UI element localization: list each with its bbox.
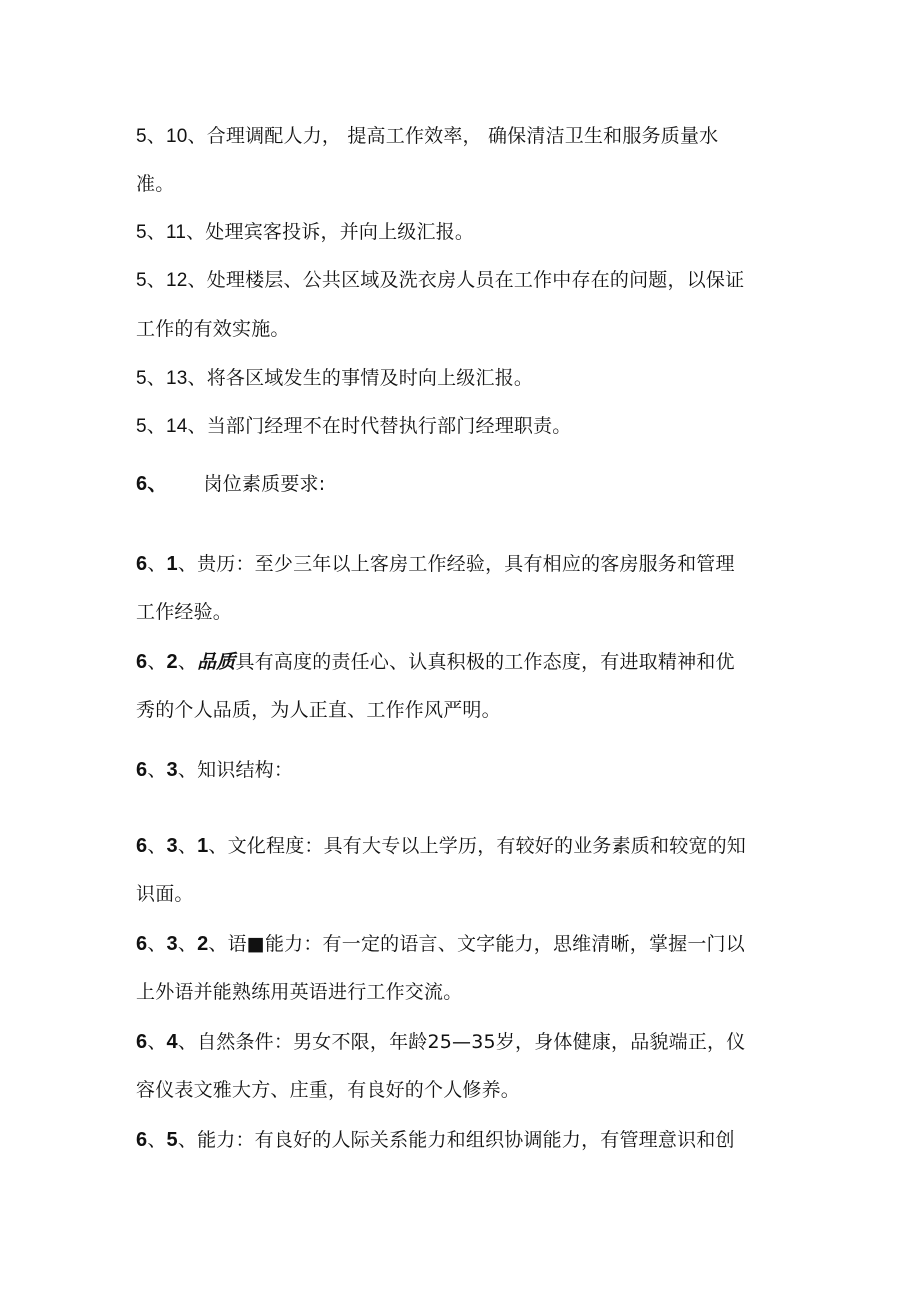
item-number-part: 6	[136, 553, 148, 575]
item-number-part: 6	[136, 933, 148, 955]
item-text: 识面。	[136, 883, 194, 905]
separator: 、	[208, 835, 228, 857]
item-text: 容仪表文雅大方、庄重，有良好的个人修养。	[136, 1079, 521, 1101]
separator: 、	[177, 1031, 198, 1053]
item-number-part: 1	[166, 553, 178, 575]
item-5-10-line-1	[136, 124, 796, 149]
item-number-part: 6	[136, 1031, 148, 1053]
item-6-1-line-1	[136, 552, 796, 576]
separator: 、	[208, 933, 228, 955]
item-text: 自然条件：男女不限，年龄25—35岁，身体健康，品貌端正，仪	[197, 1031, 746, 1053]
item-number-part: 2	[197, 933, 209, 955]
item-label: 品质	[197, 651, 236, 673]
item-6-2-line-2	[136, 698, 796, 722]
section-title: 岗位素质要求:	[203, 473, 326, 495]
separator: 、	[147, 651, 167, 673]
item-text: 处理楼层、公共区域及洗衣房人员在工作中存在的问题，以保证	[206, 269, 745, 291]
item-number-part: 6	[136, 759, 148, 781]
item-6-2-line-1	[136, 650, 796, 674]
item-number: 5、11、	[136, 222, 206, 243]
item-number-part: 6	[136, 651, 148, 673]
item-number-part: 3	[166, 835, 178, 857]
item-number-part: 4	[166, 1031, 178, 1053]
item-5-13	[136, 366, 796, 391]
item-5-12-line-1	[136, 268, 796, 293]
separator: 、	[177, 553, 198, 575]
item-6-1-line-2	[136, 600, 796, 624]
item-text: 知识结构：	[197, 759, 294, 781]
section-6-heading	[136, 472, 796, 496]
item-text: 处理宾客投诉，并向上级汇报。	[205, 221, 475, 243]
item-5-11	[136, 220, 796, 245]
section-number: 6、	[136, 473, 168, 495]
item-text: 贵历：至少三年以上客房工作经验，具有相应的客房服务和管理	[197, 553, 735, 575]
separator: 、	[177, 759, 198, 781]
item-text: 将各区域发生的事情及时向上级汇报。	[206, 367, 534, 389]
item-number-part: 6	[136, 1129, 148, 1151]
item-text: 语■能力：有一定的语言、文字能力，思维清晰，掌握一门以	[227, 933, 745, 955]
item-text: 文化程度：具有大专以上学历，有较好的业务素质和较宽的知	[227, 835, 746, 857]
separator: 、	[177, 651, 198, 673]
item-number-part: 6	[136, 835, 148, 857]
item-6-3-1-line-2	[136, 882, 796, 906]
item-text: 准。	[136, 173, 175, 195]
item-6-3-2-line-2	[136, 980, 796, 1004]
separator: 、	[177, 1129, 198, 1151]
item-5-12-line-2	[136, 317, 796, 341]
item-number: 5、10、	[136, 126, 207, 147]
item-number-part: 3	[166, 933, 178, 955]
item-text: 工作的有效实施。	[136, 318, 290, 340]
separator: 、	[177, 933, 198, 955]
item-text: 能力：有良好的人际关系能力和组织协调能力，有管理意识和创	[197, 1129, 735, 1151]
item-number-part: 1	[197, 835, 209, 857]
item-6-4-line-2	[136, 1078, 796, 1102]
item-6-4-line-1	[136, 1030, 796, 1054]
separator: 、	[177, 835, 198, 857]
item-5-14	[136, 414, 796, 439]
item-text: 秀的个人品质，为人正直、工作作风严明。	[136, 699, 501, 721]
item-text: 上外语并能熟练用英语进行工作交流。	[136, 981, 463, 1003]
separator: 、	[147, 759, 167, 781]
item-number-part: 5	[166, 1129, 178, 1151]
separator: 、	[147, 835, 167, 857]
item-number: 5、14、	[136, 416, 207, 437]
item-5-10-line-2	[136, 172, 796, 196]
item-number-part: 3	[166, 759, 178, 781]
item-6-3-1-line-1	[136, 834, 796, 858]
item-6-3	[136, 758, 796, 782]
separator: 、	[147, 1031, 167, 1053]
separator: 、	[147, 1129, 167, 1151]
item-number-part: 2	[166, 651, 178, 673]
item-number: 5、12、	[136, 270, 207, 291]
separator: 、	[147, 933, 167, 955]
item-text: 当部门经理不在时代替执行部门经理职责。	[206, 415, 572, 437]
separator: 、	[147, 553, 167, 575]
item-number: 5、13、	[136, 368, 207, 389]
item-text: 合理调配人力， 提高工作效率， 确保清洁卫生和服务质量水	[206, 125, 719, 147]
item-text: 具有高度的责任心、认真积极的工作态度，有进取精神和优	[235, 651, 735, 673]
item-6-3-2-line-1	[136, 932, 796, 956]
item-text: 工作经验。	[136, 601, 233, 623]
item-6-5-line-1	[136, 1128, 796, 1152]
